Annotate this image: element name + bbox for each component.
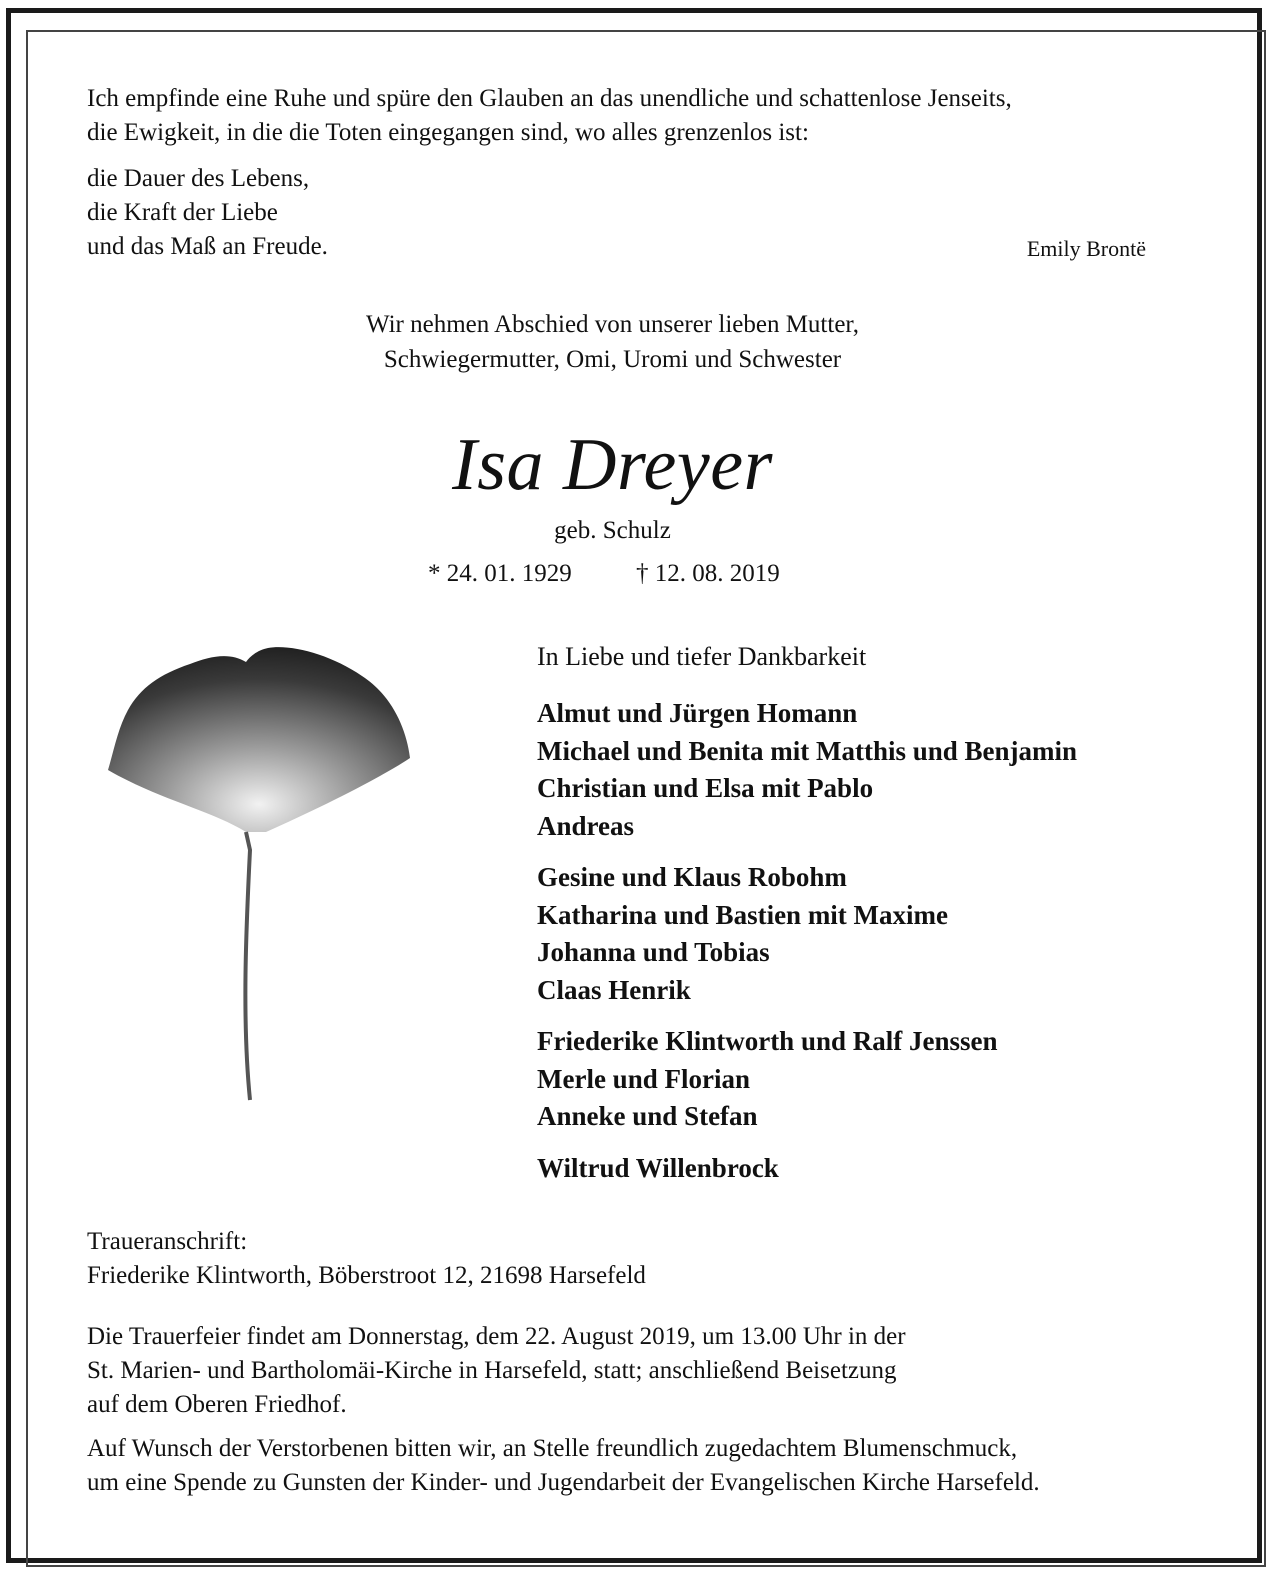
gratitude-line: In Liebe und tiefer Dankbarkeit	[537, 642, 867, 671]
family-group	[537, 1150, 1077, 1188]
death-date: † 12. 08. 2019	[636, 560, 780, 587]
quote-stanza	[87, 162, 328, 264]
stanza-line: die Dauer des Lebens,	[87, 165, 310, 192]
mourning-address	[87, 1225, 646, 1293]
family-member: Christian und Elsa mit Pablo	[537, 773, 874, 803]
quote-line: die Ewigkeit, in die die Toten eingegangen sind, wo alles grenzenlos ist:	[87, 119, 809, 146]
birth-date: * 24. 01. 1929	[428, 560, 572, 587]
donation-line: Auf Wunsch der Verstorbenen bitten wir, an Stelle freundlich zugedachtem Blumenschmuck,	[87, 1435, 1018, 1462]
family-group	[537, 859, 1077, 1009]
family-group	[537, 1023, 1077, 1136]
stanza-line: und das Maß an Freude.	[87, 233, 328, 260]
quote-intro	[87, 82, 1012, 150]
farewell-text	[0, 307, 1225, 377]
family-member: Anneke und Stefan	[537, 1101, 758, 1131]
family-member: Johanna und Tobias	[537, 937, 770, 967]
family-member: Merle und Florian	[537, 1063, 750, 1094]
address-label: Traueranschrift:	[87, 1228, 248, 1255]
maiden-name: geb. Schulz	[554, 517, 671, 544]
family-member: Claas Henrik	[537, 974, 691, 1005]
family-member: Michael und Benita mit Matthis und Benjamin	[537, 735, 1078, 766]
ceremony-info	[87, 1320, 906, 1422]
ginkgo-leaf-icon	[100, 640, 420, 1110]
ceremony-line: auf dem Oberen Friedhof.	[87, 1391, 347, 1418]
stanza-line: die Kraft der Liebe	[87, 199, 278, 226]
family-member: Katharina und Bastien mit Maxime	[537, 899, 949, 930]
ceremony-line: St. Marien- und Bartholomäi-Kirche in Harsefeld, statt; anschließend Beisetzung	[87, 1357, 897, 1384]
family-member: Almut und Jürgen Homann	[537, 698, 858, 728]
family-group	[537, 695, 1077, 845]
donation-info	[87, 1432, 1040, 1500]
donation-line: um eine Spende zu Gunsten der Kinder- und Jugendarbeit der Evangelischen Kirche Harsefeld.	[87, 1469, 1040, 1496]
family-member: Wiltrud Willenbrock	[537, 1152, 779, 1183]
quote-author: Emily Brontë	[1026, 236, 1146, 261]
family-member: Friederike Klintworth und Ralf Jenssen	[537, 1026, 998, 1056]
family-member: Gesine und Klaus Robohm	[537, 862, 847, 892]
deceased-name: Isa Dreyer	[452, 424, 773, 506]
family-member: Andreas	[537, 810, 635, 841]
family-list	[537, 695, 1077, 1201]
ceremony-line: Die Trauerfeier findet am Donnerstag, dem 22. August 2019, um 13.00 Uhr in der	[87, 1323, 906, 1350]
farewell-line: Wir nehmen Abschied von unserer lieben Mutter,	[366, 311, 859, 338]
quote-line: Ich empfinde eine Ruhe und spüre den Glauben an das unendliche und schattenlose Jenseits,	[87, 85, 1012, 112]
farewell-line: Schwiegermutter, Omi, Uromi und Schwester	[383, 346, 842, 373]
address-line: Friederike Klintworth, Böberstroot 12, 21698 Harsefeld	[87, 1262, 646, 1289]
